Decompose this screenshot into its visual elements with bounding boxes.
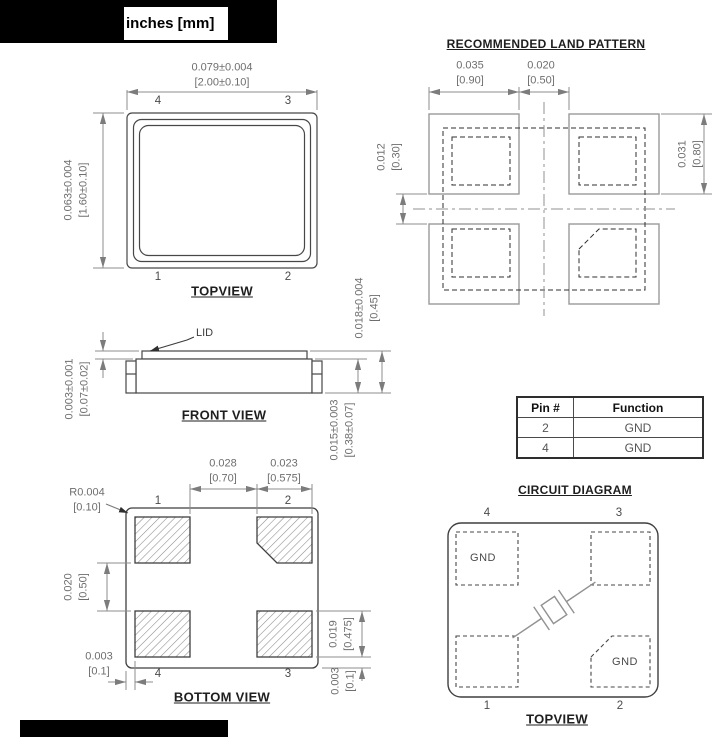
bottom-view-pin-4: 4: [154, 668, 162, 680]
bottom-view-corner-radius-dimension: R0.004 [0.10]: [69, 486, 105, 513]
table-row: [517, 418, 703, 438]
pin-table-cell-pin4: 4: [517, 438, 574, 459]
pin-table-header-function: Function: [574, 397, 704, 418]
circuit-package-outline: [448, 523, 658, 697]
bottom-view-package: [126, 508, 318, 668]
front-view-body-height-dimension: 0.015±0.003 [0.38±0.07]: [328, 399, 355, 461]
front-view-title: FRONT VIEW: [181, 407, 267, 423]
topview-width-dimension: 0.079±0.004 [2.00±0.10]: [191, 61, 253, 88]
circuit-pin-2: 2: [616, 700, 624, 712]
bottom-view-gap-y-dimension: 0.020 [0.50]: [62, 573, 89, 601]
circuit-gnd-label-bottom: GND: [612, 656, 638, 668]
bottom-view-bottom-edge-dimension: 0.003 [0.1]: [329, 667, 356, 695]
table-row: [517, 438, 703, 459]
land-pattern-gap-x-dimension: 0.020 [0.50]: [527, 59, 555, 86]
circuit-gnd-label-top: GND: [470, 552, 496, 564]
land-pattern-title: RECOMMENDED LAND PATTERN: [446, 37, 646, 51]
pin-table-cell-pin2: 2: [517, 418, 574, 438]
pin-table-cell-pin2-function: GND: [574, 418, 704, 438]
pin-function-table: [516, 396, 704, 459]
circuit-topview-label: TOPVIEW: [526, 711, 588, 727]
bottom-view-pad-height-dimension: 0.019 [0.475]: [327, 617, 354, 651]
topview-package-outline: [127, 113, 317, 268]
crystal-symbol: [505, 570, 604, 649]
land-pattern-gap-y-dimension: 0.012 [0.30]: [375, 143, 402, 171]
topview-pin-2: 2: [284, 271, 292, 283]
bottom-black-bar: [20, 720, 228, 737]
circuit-diagram-title: CIRCUIT DIAGRAM: [518, 483, 632, 497]
circuit-pin-3: 3: [615, 507, 623, 519]
bottom-view-left-edge-dimension: 0.003 [0.1]: [85, 650, 113, 677]
pin-table-header-pin: Pin #: [517, 397, 574, 418]
bottom-view-gap-x-dimension: 0.028 [0.70]: [209, 457, 237, 484]
pin-table-cell-pin4-function: GND: [574, 438, 704, 459]
bottom-view-pin-1: 1: [154, 495, 162, 507]
circuit-pin-1: 1: [483, 700, 491, 712]
lid-label: LID: [196, 327, 214, 339]
front-view-lid-thickness-dimension: 0.003±0.001 [0.07±0.02]: [63, 358, 90, 420]
land-pattern-centerlines: [413, 102, 675, 316]
bottom-view-pad-width-dimension: 0.023 [0.575]: [267, 457, 301, 484]
topview-height-dimension: 0.063±0.004 [1.60±0.10]: [62, 159, 89, 221]
bottom-view-title: BOTTOM VIEW: [173, 689, 271, 705]
circuit-pin-4: 4: [483, 507, 491, 519]
front-view-total-height-dimension: 0.018±0.004 [0.45]: [353, 277, 380, 339]
bottom-view-pin-2: 2: [284, 495, 292, 507]
topview-pin-3: 3: [284, 95, 292, 107]
topview-pin-1: 1: [154, 271, 162, 283]
land-pattern-pad-height-dimension: 0.031 [0.80]: [676, 140, 703, 168]
bottom-view-pin-3: 3: [284, 668, 292, 680]
front-view-package: [126, 351, 322, 393]
corner-radius-leader-line: [106, 504, 128, 513]
units-label: inches [mm]: [124, 7, 228, 40]
land-pattern-pad-width-dimension: 0.035 [0.90]: [456, 59, 484, 86]
topview-title: TOPVIEW: [191, 283, 253, 299]
bottom-view-dimension-lines: [97, 484, 371, 690]
topview-pin-4: 4: [154, 95, 162, 107]
lid-leader-line: [150, 337, 194, 351]
